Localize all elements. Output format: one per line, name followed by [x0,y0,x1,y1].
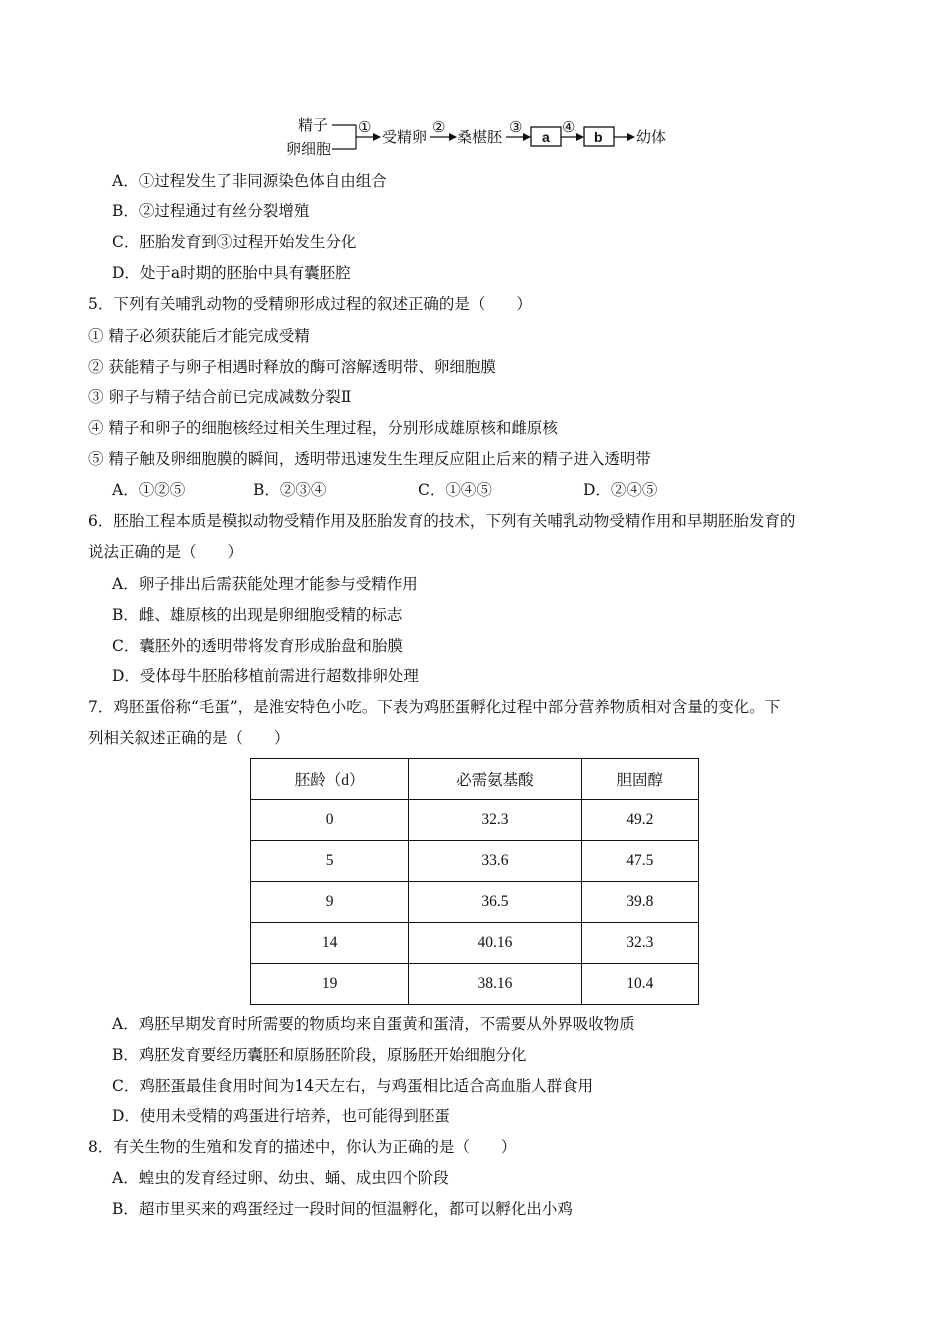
table-cell: 40.16 [409,923,581,964]
table-cell: 36.5 [409,882,581,923]
q6-option-d: D．受体母牛胚胎移植前需进行超数排卵处理 [112,667,419,685]
table-cell: 47.5 [581,841,699,882]
stage-a-label: a [542,129,550,145]
header-embryo-age: 胚龄（d） [251,759,409,800]
step-3-label: ③ [509,118,523,136]
q7-option-a: A．鸡胚早期发育时所需要的物质均来自蛋黄和蛋清，不需要从外界吸收物质 [112,1015,635,1033]
q8-option-b: B．超市里买来的鸡蛋经过一段时间的恒温孵化，都可以孵化出小鸡 [112,1200,573,1218]
table-cell: 49.2 [581,800,699,841]
morula-label: 桑椹胚 [457,128,503,146]
table-cell: 5 [251,841,409,882]
sperm-label: 精子 [298,116,329,134]
q6-option-b: B．雌、雄原核的出现是卵细胞受精的标志 [112,606,403,624]
table-cell: 33.6 [409,841,581,882]
table-cell: 38.16 [409,964,581,1005]
table-header-row [251,759,699,800]
q7-option-b: B．鸡胚发育要经历囊胚和原肠胚阶段，原肠胚开始细胞分化 [112,1046,527,1064]
table-cell: 0 [251,800,409,841]
table-cell: 32.3 [409,800,581,841]
table-row [251,841,699,882]
q8-option-a: A．蝗虫的发育经过卵、幼虫、蛹、成虫四个阶段 [112,1169,449,1187]
q6-stem-line2: 说法正确的是（ ） [88,543,244,561]
q7-stem-line2: 列相关叙述正确的是（ ） [88,729,290,747]
q7-option-d: D．使用未受精的鸡蛋进行培养，也可能得到胚蛋 [112,1107,450,1125]
q5-option-b: B．②③④ [253,481,327,499]
q5-stem: 5．下列有关哺乳动物的受精卵形成过程的叙述正确的是（ ） [88,295,532,313]
q6-stem-line1: 6．胚胎工程本质是模拟动物受精作用及胚胎发育的技术，下列有关哺乳动物受精作用和早期胚胎发育的 [88,512,796,530]
development-flow-diagram [286,112,676,160]
table-cell: 10.4 [581,964,699,1005]
table-row [251,800,699,841]
step-2-label: ② [432,118,446,136]
step-1-label: ① [358,118,372,136]
q6-option-a: A．卵子排出后需获能处理才能参与受精作用 [112,575,418,593]
table-row [251,923,699,964]
q8-stem: 8．有关生物的生殖和发育的描述中，你认为正确的是（ ） [88,1138,517,1156]
zygote-label: 受精卵 [382,128,428,146]
table-cell: 32.3 [581,923,699,964]
table-row [251,964,699,1005]
nutrient-table [250,758,699,1005]
q5-statement-3: ③ 卵子与精子结合前已完成减数分裂Ⅱ [88,388,352,406]
table-cell: 19 [251,964,409,1005]
header-cholesterol: 胆固醇 [581,759,699,800]
q5-option-a: A．①②⑤ [112,481,186,499]
q4-option-d: D．处于a时期的胚胎中具有囊胚腔 [112,264,351,282]
q5-statement-5: ⑤ 精子触及卵细胞膜的瞬间，透明带迅速发生生理反应阻止后来的精子进入透明带 [88,450,651,468]
q5-option-c: C．①④⑤ [418,481,492,499]
stage-b-label: b [594,129,603,145]
q5-statement-4: ④ 精子和卵子的细胞核经过相关生理过程，分别形成雄原核和雌原核 [88,419,558,437]
q5-option-d: D．②④⑤ [583,481,658,499]
q5-statement-1: ① 精子必须获能后才能完成受精 [88,327,310,345]
q6-option-c: C．囊胚外的透明带将发育形成胎盘和胎膜 [112,637,403,655]
table-cell: 39.8 [581,882,699,923]
q7-stem-line1: 7．鸡胚蛋俗称“毛蛋”，是淮安特色小吃。下表为鸡胚蛋孵化过程中部分营养物质相对含量的变化。下 [88,698,781,716]
q4-option-b: B．②过程通过有丝分裂增殖 [112,202,310,220]
header-essential-amino-acids: 必需氨基酸 [409,759,581,800]
q4-option-c: C．胚胎发育到③过程开始发生分化 [112,233,357,251]
step-4-label: ④ [562,118,576,136]
q5-statement-2: ② 获能精子与卵子相遇时释放的酶可溶解透明带、卵细胞膜 [88,358,496,376]
juvenile-label: 幼体 [636,128,667,146]
q7-option-c: C．鸡胚蛋最佳食用时间为14天左右，与鸡蛋相比适合高血脂人群食用 [112,1077,594,1095]
egg-label: 卵细胞 [286,140,332,158]
q4-option-a: A．①过程发生了非同源染色体自由组合 [112,172,387,190]
table-cell: 9 [251,882,409,923]
table-cell: 14 [251,923,409,964]
table-row [251,882,699,923]
